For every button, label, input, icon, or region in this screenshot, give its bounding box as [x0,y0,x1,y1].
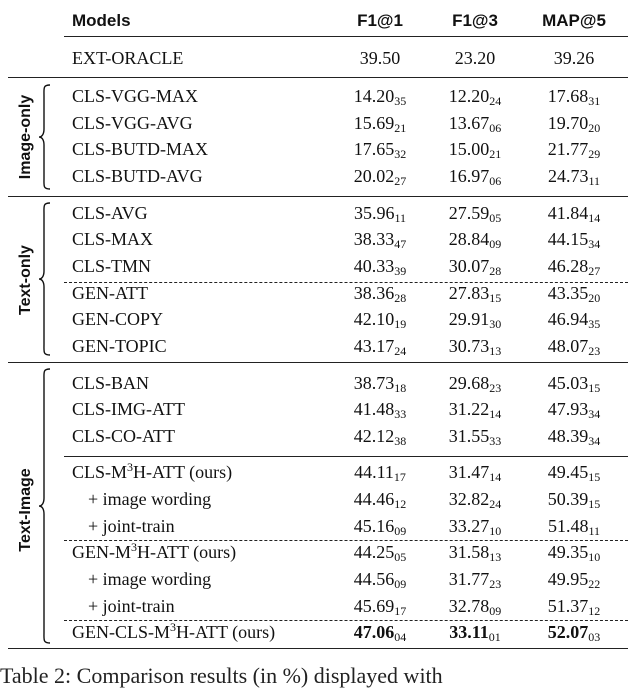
cell-value: 27.59 [448,203,490,223]
rule-bottom [8,648,628,649]
cell-subscript: 17 [393,470,406,484]
cell-subscript: 30 [489,317,502,331]
cell-f1-3 [449,596,502,616]
cell-value: 41.48 [353,399,395,419]
cell-value: 43.17 [353,336,395,356]
cell-subscript: 09 [489,604,502,618]
cell-value: 46.94 [547,309,589,329]
cell-subscript: 24 [489,497,502,511]
cell-f1-1 [354,309,407,329]
cell-value: 48.39 [547,426,589,446]
cell-subscript: 34 [588,434,601,448]
cell-f1-1 [354,462,406,482]
cell-subscript: 11 [588,524,601,538]
row-name-part: H-ATT (ours) [137,542,237,562]
group-label-text-image: Text-Image [17,468,34,552]
cell-subscript: 31 [588,94,601,108]
cell-value: 28.84 [448,229,490,249]
cell-subscript: 34 [588,237,601,251]
cell-subscript: 06 [489,121,502,135]
cell-subscript: 14 [489,470,502,484]
cell-f1-1 [354,229,407,249]
cell-value: 16.97 [448,166,490,186]
cell-f1-3 [449,86,502,106]
cell-subscript: 27 [588,264,601,278]
row-name-part: GEN-CLS-M [72,622,170,642]
cell-subscript: 15 [588,381,601,395]
cell-subscript: 10 [588,550,601,564]
cell-subscript: 06 [489,174,502,188]
cell-f1-3 [449,462,502,482]
cell-f1-1 [354,139,407,159]
cell-f1-3 [449,283,502,303]
cell-value: 45.03 [547,373,589,393]
cell-subscript: 28 [394,291,407,305]
row-name [72,462,232,482]
header-f1-3: F1@3 [452,11,498,30]
cell-subscript: 12 [588,604,601,618]
cell-map5 [548,139,601,159]
cell-map5 [548,166,600,186]
cell-value: 41.84 [547,203,589,223]
row-name: CLS-BUTD-MAX [72,139,209,159]
cell-value: 31.22 [448,399,490,419]
cell-value: 49.95 [547,569,589,589]
cell-value: 46.28 [547,256,589,276]
cell-f1-3 [449,569,502,589]
cell-subscript: 21 [394,121,407,135]
cell-map5 [548,203,601,223]
cell-value: 40.33 [353,256,395,276]
cell-subscript: 35 [588,317,601,331]
cell-map5 [548,516,600,536]
dash-cls-gen-split [64,282,628,283]
cell-value: 51.37 [547,596,589,616]
row-name-sup: 3 [170,620,176,634]
cell-f1-1 [354,283,407,303]
row-name: GEN-COPY [72,309,164,329]
cell-value: 38.73 [353,373,395,393]
cell-f1-1: 39.50 [359,48,401,68]
cell-subscript: 29 [588,147,601,161]
cell-subscript: 28 [489,264,502,278]
cell-value: 27.83 [448,283,490,303]
cell-f1-1 [354,596,407,616]
cell-subscript: 11 [588,174,601,188]
cell-value: 51.48 [547,516,589,536]
cell-subscript: 47 [394,237,407,251]
cell-f1-3 [449,166,502,186]
cell-f1-3 [449,336,502,356]
cell-f1-3 [449,309,502,329]
cell-subscript: 35 [394,94,407,108]
header-map5: MAP@5 [542,11,606,30]
cell-subscript: 12 [394,497,407,511]
cell-value: 38.33 [353,229,395,249]
row-name: GEN-TOPIC [72,336,167,356]
rule-text-only-top [8,196,628,197]
row-name-part: H-ATT (ours) [176,622,276,642]
cell-map5: 39.26 [553,48,595,68]
row-name: CLS-CO-ATT [72,426,175,446]
cell-f1-3 [449,516,502,536]
cell-value: 29.91 [448,309,490,329]
cell-map5 [548,622,601,642]
cell-map5 [548,596,601,616]
cell-subscript: 18 [394,381,407,395]
header-f1-1: F1@1 [357,11,403,30]
cell-f1-1 [354,113,407,133]
row-name: CLS-VGG-AVG [72,113,193,133]
dash-gen-cls-ours [64,620,628,621]
brace-image-only [38,84,52,190]
cell-value: 45.16 [353,516,395,536]
cell-subscript: 20 [588,121,601,135]
row-name [72,542,236,562]
cell-f1-3 [449,113,502,133]
cell-f1-1 [354,166,407,186]
row-name-part: GEN-M [72,542,131,562]
cell-f1-3 [449,203,502,223]
cell-value: 33.11 [449,622,489,642]
cell-subscript: 34 [588,407,601,421]
cell-f1-3 [449,542,502,562]
cell-value: 14.20 [353,86,395,106]
cell-value: 48.07 [547,336,589,356]
row-name-part: CLS-M [72,462,128,482]
cell-subscript: 39 [394,264,407,278]
row-name: + image wording [88,569,212,589]
cell-value: 30.73 [448,336,490,356]
cell-map5 [548,283,601,303]
cell-value: 31.58 [448,542,490,562]
cell-value: 31.55 [448,426,490,446]
cell-f1-1 [354,426,407,446]
cell-value: 50.39 [547,489,589,509]
row-name: CLS-MAX [72,229,154,249]
row-name: + image wording [88,489,212,509]
table-caption: Table 2: Comparison results (in %) displayed with [0,663,443,688]
cell-value: 49.35 [547,542,589,562]
cell-subscript: 15 [588,497,601,511]
rule-image-only-top [8,77,628,78]
cell-f1-3 [449,256,502,276]
cell-subscript: 33 [489,434,502,448]
cell-f1-1 [354,399,407,419]
cell-f1-1 [354,569,407,589]
cell-subscript: 19 [394,317,407,331]
group-label-text-only: Text-only [17,245,34,315]
cell-f1-1 [354,542,407,562]
group-label-image-only: Image-only [17,94,34,180]
cell-f1-3 [449,622,501,642]
row-name [72,622,275,642]
cell-f1-3 [449,373,502,393]
cell-f1-3 [449,399,502,419]
cell-subscript: 10 [489,524,502,538]
cell-map5 [548,462,601,482]
cell-value: 42.12 [353,426,395,446]
cell-map5 [548,229,601,249]
row-name-sup: 3 [131,540,137,554]
cell-value: 44.56 [353,569,395,589]
row-name: GEN-ATT [72,283,148,303]
cell-f1-1 [354,336,407,356]
cell-f1-3 [449,139,502,159]
row-name-sup: 3 [127,460,134,474]
cell-value: 44.25 [353,542,395,562]
cell-value: 21.77 [547,139,589,159]
cell-value: 32.78 [448,596,490,616]
cell-value: 33.27 [448,516,490,536]
cell-subscript: 15 [588,470,601,484]
row-name: CLS-IMG-ATT [72,399,185,419]
cell-subscript: 38 [394,434,407,448]
cell-value: 45.69 [353,596,395,616]
cell-subscript: 32 [394,147,407,161]
cell-subscript: 33 [394,407,407,421]
cell-value: 44.15 [547,229,589,249]
cell-subscript: 23 [588,344,601,358]
cell-subscript: 13 [489,344,502,358]
cell-value: 12.20 [448,86,490,106]
rule-cls-ours [64,456,628,457]
brace-text-only [38,202,52,356]
cell-value: 17.68 [547,86,589,106]
cell-subscript: 24 [394,344,407,358]
cell-value: 44.46 [353,489,395,509]
cell-value: 42.10 [353,309,395,329]
cell-value: 49.45 [547,462,589,482]
cell-value: 35.96 [353,203,395,223]
cell-subscript: 14 [588,211,601,225]
cell-subscript: 03 [588,630,601,644]
cell-subscript: 05 [489,211,502,225]
row-name: CLS-TMN [72,256,152,276]
cell-subscript: 17 [394,604,407,618]
cell-value: 15.00 [448,139,490,159]
cell-map5 [548,256,601,276]
row-name: EXT-ORACLE [72,48,184,68]
cell-f1-1 [354,489,407,509]
cell-subscript: 23 [489,381,502,395]
cell-f1-1 [354,373,407,393]
cell-subscript: 01 [488,630,501,644]
cell-subscript: 04 [394,630,407,644]
cell-subscript: 20 [588,291,601,305]
cell-map5 [548,569,601,589]
cell-map5 [548,373,601,393]
cell-f1-1 [354,86,407,106]
row-name: CLS-VGG-MAX [72,86,198,106]
cell-value: 13.67 [448,113,490,133]
cell-subscript: 14 [489,407,502,421]
row-name-part: H-ATT (ours) [133,462,233,482]
cell-subscript: 15 [489,291,502,305]
cell-map5 [548,336,601,356]
cell-value: 29.68 [448,373,490,393]
header-models: Models [72,11,131,30]
dash-gen-ours [64,540,628,541]
cell-subscript: 22 [588,577,601,591]
row-name: CLS-AVG [72,203,148,223]
cell-f1-1 [354,256,407,276]
cell-subscript: 11 [394,211,407,225]
cell-value: 24.73 [547,166,589,186]
cell-subscript: 05 [394,550,407,564]
cell-f1-1 [354,516,407,536]
row-name: + joint-train [88,516,175,536]
row-name: + joint-train [88,596,175,616]
cell-value: 52.07 [547,622,589,642]
cell-value: 32.82 [448,489,490,509]
rule-text-image-top [8,362,628,363]
cell-map5 [548,542,601,562]
cell-f1-1 [354,622,407,642]
cell-subscript: 09 [489,237,502,251]
rule-below-header [64,36,628,37]
cell-subscript: 21 [489,147,502,161]
cell-value: 47.93 [547,399,589,419]
cell-map5 [548,426,601,446]
cell-subscript: 09 [394,577,407,591]
cell-value: 19.70 [547,113,589,133]
cell-map5 [548,489,601,509]
row-name: CLS-BUTD-AVG [72,166,203,186]
cell-f1-3 [449,489,502,509]
cell-f1-3 [449,229,502,249]
cell-subscript: 24 [489,94,502,108]
cell-map5 [548,86,601,106]
row-name: CLS-BAN [72,373,150,393]
cell-f1-3: 23.20 [454,48,496,68]
cell-subscript: 23 [489,577,502,591]
cell-value: 20.02 [353,166,395,186]
brace-text-image [38,368,52,644]
cell-value: 17.65 [353,139,395,159]
cell-f1-1 [354,203,406,223]
cell-value: 43.35 [547,283,589,303]
cell-value: 30.07 [448,256,490,276]
cell-value: 15.69 [353,113,395,133]
cell-value: 44.11 [354,462,394,482]
cell-f1-3 [449,426,502,446]
cell-value: 31.77 [448,569,490,589]
cell-subscript: 09 [394,524,407,538]
cell-map5 [548,113,601,133]
cell-subscript: 27 [394,174,407,188]
cell-subscript: 13 [489,550,502,564]
cell-map5 [548,309,601,329]
cell-map5 [548,399,601,419]
cell-value: 31.47 [448,462,490,482]
cell-value: 38.36 [353,283,395,303]
cell-value: 47.06 [353,622,395,642]
